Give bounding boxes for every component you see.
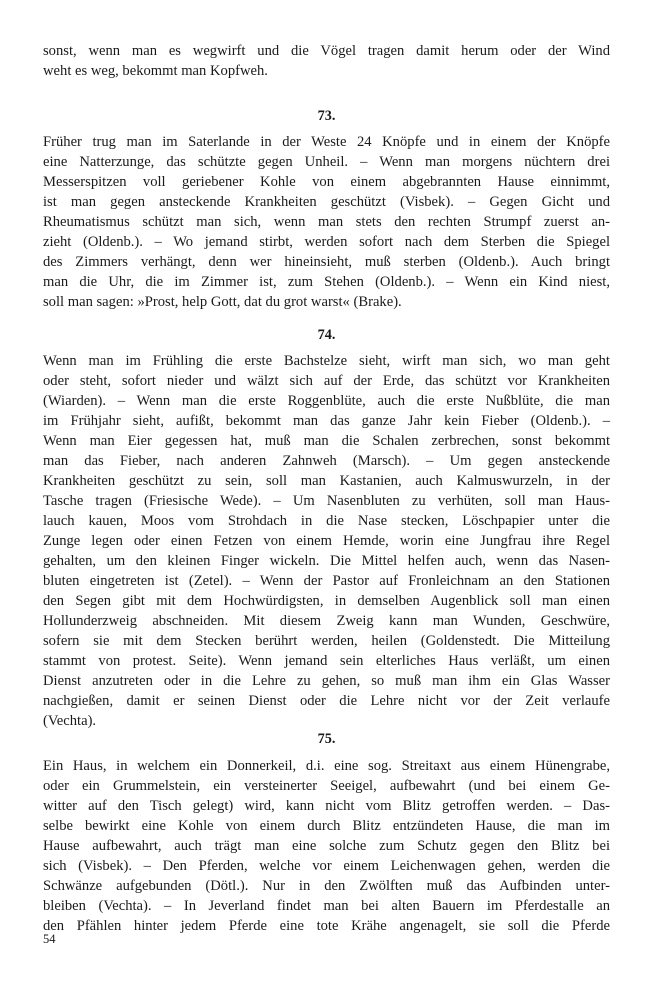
section-73-paragraph (43, 132, 610, 312)
text-line: oder steht, sofort nieder und wälzt sich auf der Erde, das schützt vor Krankheiten (43, 373, 610, 389)
text-line: lauch kauen, Moos vom Strohdach in die Nase stecken, Löschpapier unter die (43, 513, 610, 529)
text-line: sofern sie mit dem Stecken berührt werden, heilen (Goldenstedt. Die Mitteilung (43, 633, 610, 649)
text-line: bleiben (Vechta). – In Jeverland findet man bei alten Bauern im Pferdestalle an (43, 898, 610, 914)
text-line: Messerspitzen voll geriebener Kohle von einem abgebrannten Hause einnimmt, (43, 174, 610, 190)
text-line: Ein Haus, in welchem ein Donnerkeil, d.i. eine sog. Streitaxt aus einem Hünengrabe, (43, 758, 610, 774)
text-line: man das Fieber, nach anderen Zahnweh (Marsch). – Um gegen ansteckende (43, 453, 610, 469)
text-line: des Zimmers verhängt, denn wer hineinsieht, muß sterben (Oldenb.). Auch bringt (43, 254, 610, 270)
text-line: Wenn man Eier gegessen hat, muß man die Schalen zerbrechen, sonst bekommt (43, 433, 610, 449)
section-number-73: 73. (317, 108, 336, 124)
text-line: Rheumatismus schützt man sich, wenn man stets den rechten Strumpf zuerst an- (43, 214, 610, 230)
text-line: selbe bewirkt eine Kohle von einem durch Blitz entzündeten Hause, die man im (43, 818, 610, 834)
continuation-paragraph (43, 41, 610, 81)
text-line: im Frühjahr sieht, aufißt, bekommt man das ganze Jahr kein Fieber (Oldenb.). – (43, 413, 610, 429)
text-line: ist man gegen ansteckende Krankheiten geschützt (Visbek). – Gegen Gicht und (43, 194, 610, 210)
text-line: Hause aufbewahrt, auch trägt man eine solche zum Schutz gegen den Blitz bei (43, 838, 610, 854)
text-line: man die Uhr, die im Zimmer ist, zum Stehen (Oldenb.). – Wenn ein Kind niest, (43, 274, 610, 290)
text-line: zieht (Oldenb.). – Wo jemand stirbt, werden sofort nach dem Sterben die Spiegel (43, 234, 610, 250)
text-line: sich (Visbek). – Den Pferden, welche vor einem Leichenwagen gehen, werden die (43, 858, 610, 874)
text-line: Früher trug man im Saterlande in der Weste 24 Knöpfe und in einem der Knöpfe (43, 134, 610, 150)
text-line: (Wiarden). – Wenn man die erste Roggenblüte, auch die erste Nußblüte, die man (43, 393, 610, 409)
text-line: bluten eingetreten ist (Zetel). – Wenn der Pastor auf Fronleichnam an den Stationen (43, 573, 610, 589)
text-line: Wenn man im Frühling die erste Bachstelze sieht, wirft man sich, wo man geht (43, 353, 610, 369)
text-line: stammt von protest. Seite). Wenn jemand sein elterliches Haus verläßt, um einen (43, 653, 610, 669)
text-line: weht es weg, bekommt man Kopfweh. (43, 63, 268, 79)
section-number-74: 74. (317, 327, 336, 343)
text-line: Zunge legen oder einen Fetzen von einem Hemde, worin eine Jungfrau ihre Regel (43, 533, 610, 549)
text-line: Dienst anzutreten oder in die Lehre zu gehen, so muß man ihm ein Glas Wasser (43, 673, 610, 689)
text-line: Schwänze aufgebunden (Dötl.). Nur in den Zwölften muß das Aufbinden unter- (43, 878, 610, 894)
text-line: witter auf den Tisch gelegt) wird, kann nicht vom Blitz getroffen werden. – Das- (43, 798, 610, 814)
section-number-75: 75. (317, 731, 336, 747)
text-line: den Pfählen hinter jedem Pferde eine tote Krähe angenagelt, sie soll die Pferde (43, 918, 610, 934)
text-line: (Vechta). (43, 713, 97, 729)
section-74-paragraph (43, 351, 610, 731)
text-line: sonst, wenn man es wegwirft und die Vögel tragen damit herum oder der Wind (43, 43, 610, 59)
page-number: 54 (43, 932, 56, 946)
text-line: oder ein Grummelstein, ein versteinerter Seeigel, aufbewahrt (und bei einem Ge- (43, 778, 610, 794)
text-line: den Segen gibt mit dem Hochwürdigsten, in demselben Augenblick soll man einen (43, 593, 610, 609)
text-line: eine Natterzunge, das schützte gegen Unheil. – Wenn man morgens nüchtern drei (43, 154, 610, 170)
text-line: Tasche tragen (Friesische Wede). – Um Nasenbluten zu verhüten, soll man Haus- (43, 493, 610, 509)
text-line: Krankheiten geschützt zu sein, soll man Kastanien, auch Kalmuswurzeln, in der (43, 473, 610, 489)
text-line: soll man sagen: »Prost, help Gott, dat du grot warst« (Brake). (43, 294, 402, 310)
text-line: gehalten, um den kleinen Finger wickeln. Die Mittel helfen auch, wenn das Nasen- (43, 553, 610, 569)
text-line: nachgießen, damit er seinen Dienst oder die Lehre nicht vor der Zeit verlaufe (43, 693, 610, 709)
text-line: Hollunderzweig abschneiden. Mit diesem Zweig kann man Wunden, Geschwüre, (43, 613, 610, 629)
section-75-paragraph (43, 756, 610, 936)
